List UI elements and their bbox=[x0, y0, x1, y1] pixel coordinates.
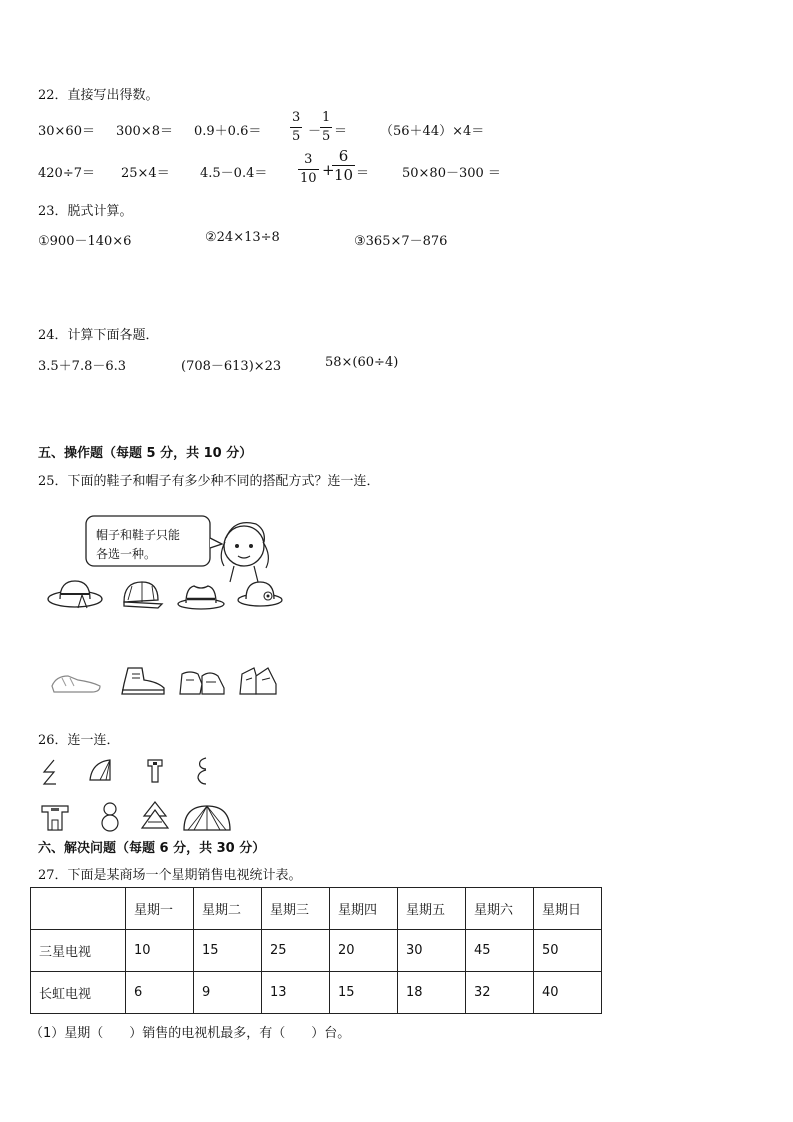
table-cell: 长虹电视 bbox=[31, 972, 126, 1014]
table-header-cell: 星期三 bbox=[262, 888, 330, 930]
table-cell: 40 bbox=[534, 972, 602, 1014]
q22-frac2-a: 3 10 bbox=[300, 152, 317, 186]
q24-item-1: 3.5＋7.8－6.3 bbox=[38, 359, 127, 374]
table-cell: 9 bbox=[194, 972, 262, 1014]
half-snowman-icon bbox=[196, 756, 214, 786]
q22-frac1-eq: ＝ bbox=[334, 124, 348, 139]
shoe-4-icon bbox=[236, 662, 282, 698]
q24-title: 24．计算下面各题． bbox=[38, 328, 159, 343]
shoe-3-icon bbox=[176, 666, 230, 698]
shoe-1-icon bbox=[48, 668, 104, 696]
q23-title: 23．脱式计算。 bbox=[38, 204, 133, 219]
hat-1-icon bbox=[46, 575, 104, 611]
q22-r1-1: 30×60＝ bbox=[38, 124, 95, 139]
q22-r1-2: 300×8＝ bbox=[116, 124, 173, 139]
q22-r1-3: 0.9＋0.6＝ bbox=[194, 124, 262, 139]
q27-title: 27．下面是某商场一个星期销售电视统计表。 bbox=[38, 868, 302, 883]
q27-sub1: （1）星期（ ）销售的电视机最多，有（ ）台。 bbox=[30, 1026, 351, 1041]
q22-r1-4: （56＋44）×4＝ bbox=[380, 124, 485, 139]
snowman-shape-icon bbox=[98, 800, 122, 832]
table-cell: 45 bbox=[466, 930, 534, 972]
q22-r2-4: 50×80－300 ＝ bbox=[402, 166, 501, 181]
table-cell: 10 bbox=[126, 930, 194, 972]
half-house-icon bbox=[144, 756, 166, 786]
q22-frac2-b: 6 10 bbox=[334, 147, 354, 184]
bubble-text-2: 各选一种。 bbox=[96, 547, 157, 561]
table-cell: 50 bbox=[534, 930, 602, 972]
section-5-heading: 五、操作题（每题 5 分，共 10 分） bbox=[38, 446, 253, 461]
q22-r2-1: 420÷7＝ bbox=[38, 166, 95, 181]
hat-3-icon bbox=[176, 580, 226, 612]
q22-frac2-op: + bbox=[322, 161, 335, 179]
q25-title: 25．下面的鞋子和帽子有多少种不同的搭配方式？连一连． bbox=[38, 474, 380, 489]
q22-frac1-b: 1 5 bbox=[322, 110, 331, 144]
table-cell: 30 bbox=[398, 930, 466, 972]
table-header-cell: 星期四 bbox=[330, 888, 398, 930]
q23-item-2: ②24×13÷8 bbox=[205, 230, 280, 245]
table-cell: 15 bbox=[194, 930, 262, 972]
q24-item-3: 58×(60÷4) bbox=[325, 355, 399, 370]
hat-2-icon bbox=[118, 578, 164, 612]
table-cell: 18 bbox=[398, 972, 466, 1014]
shoe-2-icon bbox=[118, 664, 168, 698]
table-cell: 20 bbox=[330, 930, 398, 972]
half-umbrella-icon bbox=[86, 756, 116, 784]
house-shape-icon bbox=[40, 802, 70, 832]
table-header-cell: 星期日 bbox=[534, 888, 602, 930]
q22-title: 22．直接写出得数。 bbox=[38, 88, 159, 103]
tv-sales-table bbox=[30, 887, 602, 1014]
table-row bbox=[31, 930, 602, 972]
table-header-cell: 星期五 bbox=[398, 888, 466, 930]
q23-item-1: ①900－140×6 bbox=[38, 234, 132, 249]
q22-frac2-eq: ＝ bbox=[356, 166, 370, 181]
bubble-text-1: 帽子和鞋子只能 bbox=[96, 528, 181, 542]
table-row bbox=[31, 972, 602, 1014]
table-cell: 15 bbox=[330, 972, 398, 1014]
table-header-cell bbox=[31, 888, 126, 930]
table-header-cell: 星期二 bbox=[194, 888, 262, 930]
q22-frac1-a: 3 5 bbox=[292, 110, 301, 144]
table-cell: 13 bbox=[262, 972, 330, 1014]
umbrella-shape-icon bbox=[182, 802, 232, 832]
section-6-heading: 六、解决问题（每题 6 分，共 30 分） bbox=[38, 841, 266, 856]
table-header-cell: 星期一 bbox=[126, 888, 194, 930]
table-header-row bbox=[31, 888, 602, 930]
tree-shape-icon bbox=[140, 800, 170, 832]
table-cell: 三星电视 bbox=[31, 930, 126, 972]
q22-r2-3: 4.5－0.4＝ bbox=[200, 166, 268, 181]
table-cell: 32 bbox=[466, 972, 534, 1014]
table-cell: 25 bbox=[262, 930, 330, 972]
q26-title: 26．连一连． bbox=[38, 733, 120, 748]
hat-4-icon bbox=[236, 576, 284, 610]
half-shape-1-icon bbox=[40, 758, 60, 788]
q22-frac1-op: － bbox=[308, 124, 322, 139]
q23-item-3: ③365×7－876 bbox=[354, 234, 448, 249]
table-header-cell: 星期六 bbox=[466, 888, 534, 930]
table-cell: 6 bbox=[126, 972, 194, 1014]
q22-r2-2: 25×4＝ bbox=[121, 166, 170, 181]
q24-item-2: (708－613)×23 bbox=[181, 359, 282, 374]
